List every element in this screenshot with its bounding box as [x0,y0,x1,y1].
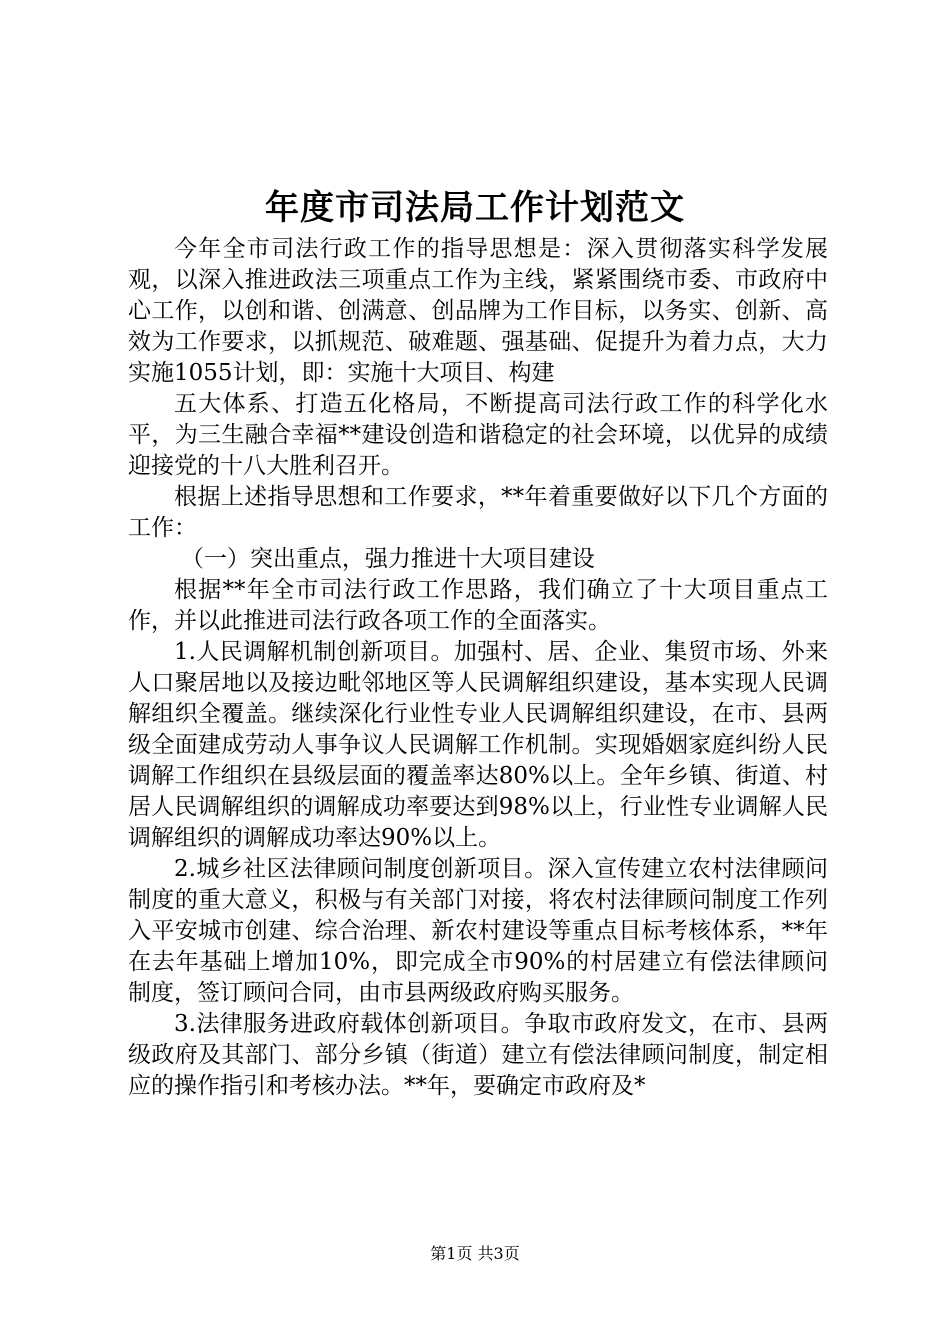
page-footer: 第1页 共3页 [430,1244,520,1263]
paragraph-item-1: 1.人民调解机制创新项目。加强村、居、企业、集贸市场、外来人口聚居地以及接边毗邻地区等人民调解组织建设，基本实现人民调解组织全覆盖。继续深化行业性专业人民调解组织建设，在市、县两级全面建成劳动人事争议人民调解工作机制。实现婚姻家庭纠纷人民调解工作组织在县级层面的覆盖率达80%以上。全年乡镇、街道、村居人民调解组织的调解成功率要达到98%以上，行业性专业调解人民调解组织的调解成功率达90%以上。 [128,639,828,851]
paragraph-ten-projects: 根据**年全市司法行政工作思路，我们确立了十大项目重点工作，并以此推进司法行政各项工作的全面落实。 [128,577,828,634]
paragraph-guiding-ideology-cont: 五大体系、打造五化格局，不断提高司法行政工作的科学化水平，为三生融合幸福**建设创造和谐稳定的社会环境，以优异的成绩迎接党的十八大胜利召开。 [128,391,828,479]
paragraph-work-focus: 根据上述指导思想和工作要求，**年着重要做好以下几个方面的工作： [128,484,828,541]
document-title: 年度市司法局工作计划范文 [265,188,685,228]
document-body [128,234,828,1102]
paragraph-guiding-ideology: 今年全市司法行政工作的指导思想是：深入贯彻落实科学发展观，以深入推进政法三项重点工作为主线，紧紧围绕市委、市政府中心工作，以创和谐、创满意、创品牌为工作目标，以务实、创新、高效为工作要求，以抓规范、破难题、强基础、促提升为着力点，大力实施1055计划，即：实施十大项目、构建 [128,236,828,386]
paragraph-item-3: 3.法律服务进政府载体创新项目。争取市政府发文，在市、县两级政府及其部门、部分乡镇（街道）建立有偿法律顾问制度，制定相应的操作指引和考核办法。**年，要确定市政府及* [128,1011,828,1099]
section-heading-1: （一）突出重点，强力推进十大项目建设 [180,546,595,572]
paragraph-item-2: 2.城乡社区法律顾问制度创新项目。深入宣传建立农村法律顾问制度的重大意义，积极与有关部门对接，将农村法律顾问制度工作列入平安城市创建、综合治理、新农村建设等重点目标考核体系，**年在去年基础上增加10%，即完成全市90%的村居建立有偿法律顾问制度，签订顾问合同，由市县两级政府购买服务。 [128,856,828,1006]
